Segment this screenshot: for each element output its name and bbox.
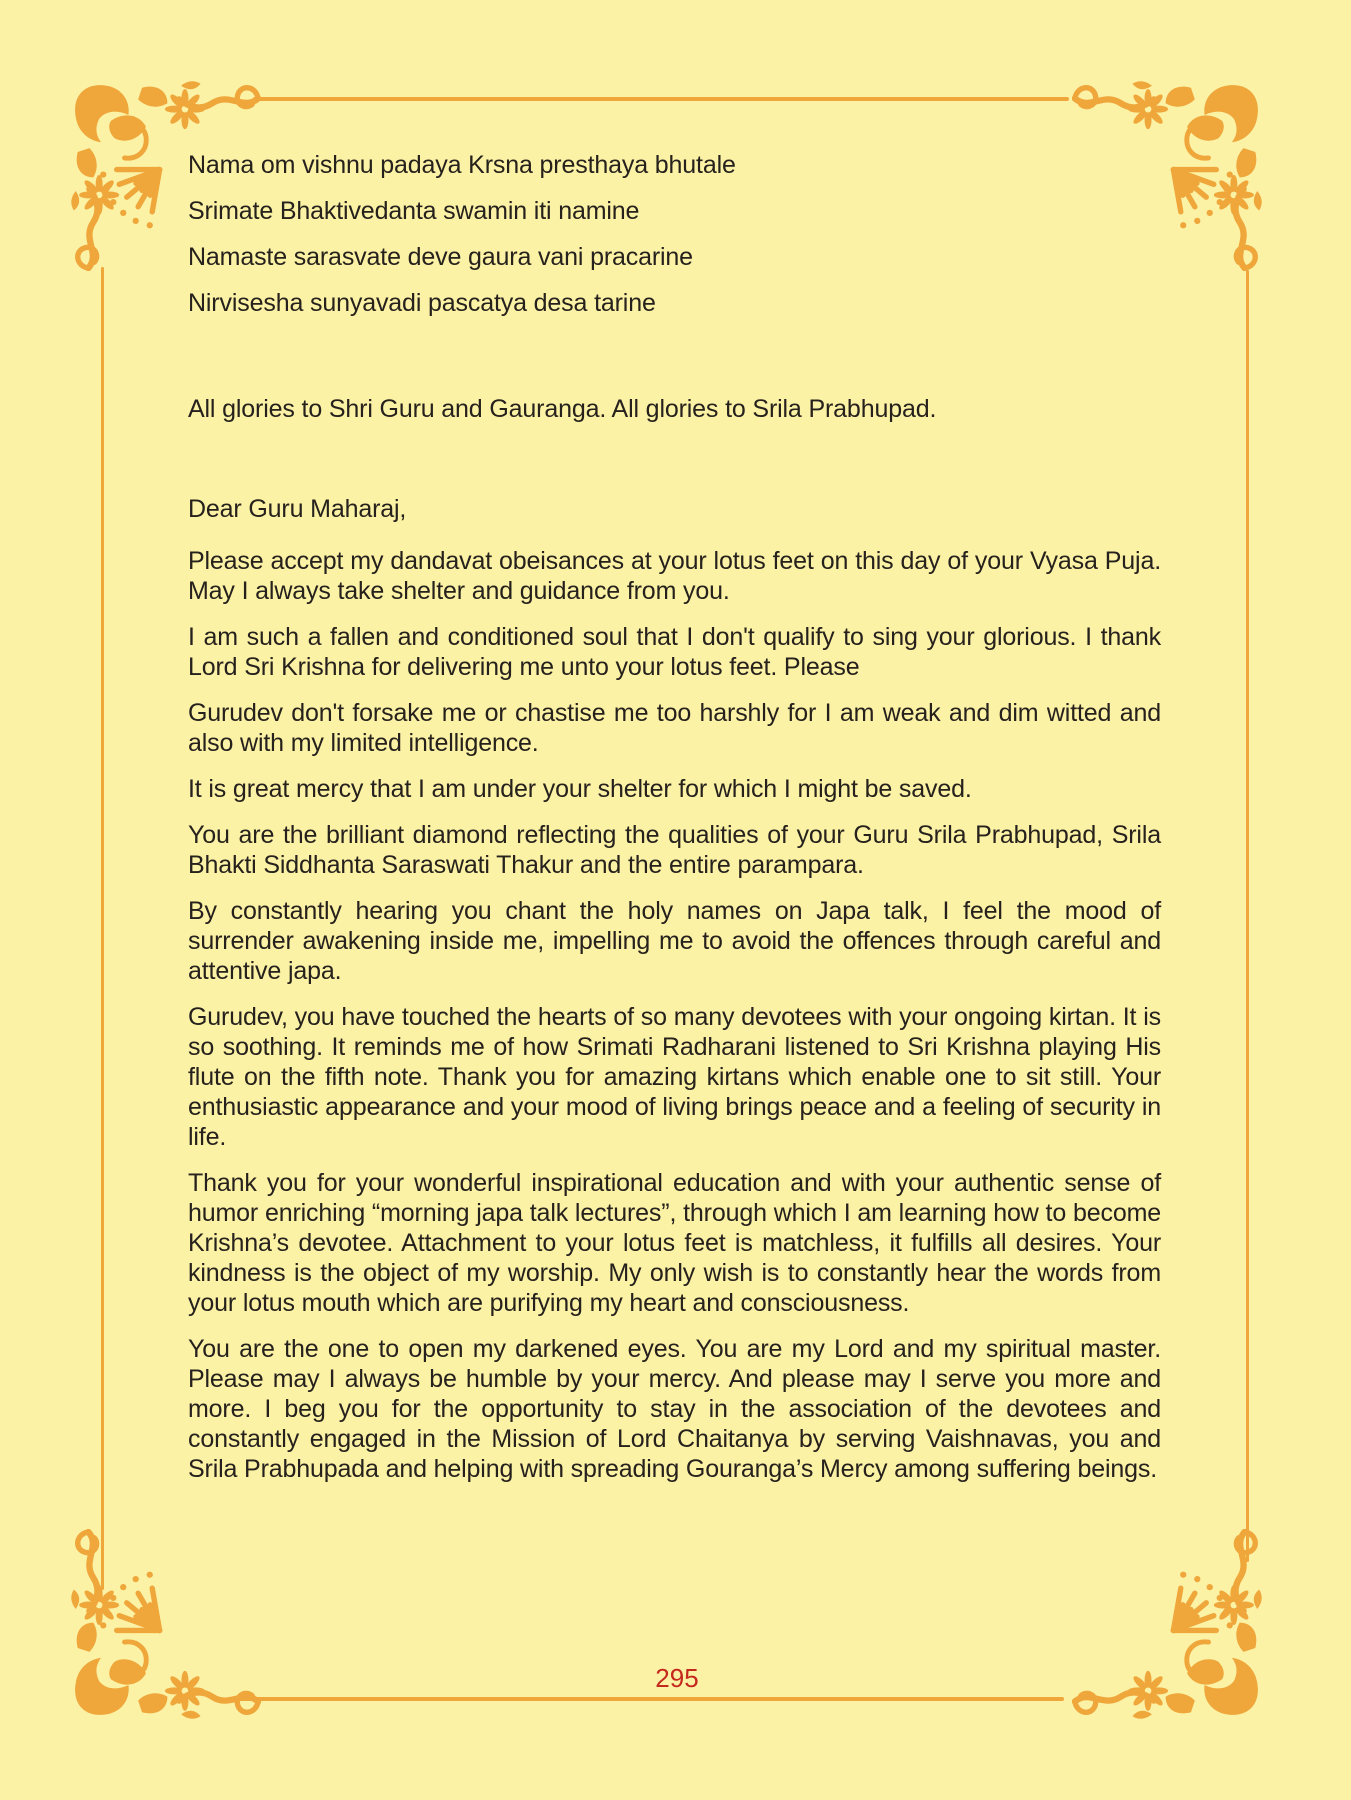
salutation: Dear Guru Maharaj, bbox=[188, 495, 407, 523]
letter-paragraph-6: By constantly hearing you chant the holy names on Japa talk, I feel the mood of surrender awakening inside me, impelling me to avoid the offences through careful and attentive japa. bbox=[188, 897, 1161, 985]
letter-paragraph-5: You are the brilliant diamond reflecting the qualities of your Guru Srila Prabhupad, Srila Bhakti Siddhanta Saraswati Thakur and the entire parampara. bbox=[188, 821, 1161, 879]
floral-corner-bottom-left-icon bbox=[66, 1529, 261, 1724]
invocation-line-3: Namaste sarasvate deve gaura vani pracarine bbox=[188, 243, 693, 271]
invocation-line-4: Nirvisesha sunyavadi pascatya desa tarine bbox=[188, 289, 656, 317]
border-line-right bbox=[1246, 270, 1249, 1562]
letter-paragraph-7: Gurudev, you have touched the hearts of so many devotees with your ongoing kirtan. It is so soothing. It reminds me of how Srimati Radharani listened to Sri Krishna playing His flute on the fifth note. Thank you for amazing kirtans which enable one to sit still. Your enthusiastic appearance and your mood of living brings peace and a feeling of security in life. bbox=[188, 1003, 1161, 1151]
border-line-bottom bbox=[236, 1697, 1064, 1701]
invocation-line-2: Srimate Bhaktivedanta swamin iti namine bbox=[188, 197, 640, 225]
border-line-left bbox=[101, 267, 104, 1590]
page-number: 295 bbox=[655, 1663, 699, 1693]
glories-line: All glories to Shri Guru and Gauranga. All glories to Srila Prabhupad. bbox=[188, 395, 937, 423]
letter-paragraph-4: It is great mercy that I am under your shelter for which I might be saved. bbox=[188, 775, 972, 803]
floral-corner-bottom-right-icon bbox=[1072, 1529, 1267, 1724]
invocation-line-1: Nama om vishnu padaya Krsna presthaya bhutale bbox=[188, 151, 736, 179]
letter-paragraph-2: I am such a fallen and conditioned soul that I don't qualify to sing your glorious. I thank Lord Sri Krishna for delivering me unto your lotus feet. Please bbox=[188, 623, 1161, 681]
letter-paragraph-1: Please accept my dandavat obeisances at your lotus feet on this day of your Vyasa Puja. May I always take shelter and guidance from you. bbox=[188, 547, 1161, 605]
letter-content bbox=[188, 150, 1161, 1500]
letter-paragraph-9: You are the one to open my darkened eyes. You are my Lord and my spiritual master. Please may I always be humble by your mercy. And please may I serve you more and more. I beg you for the opportunity to stay in the association of the devotees and constantly engaged in the Mission of Lord Chaitanya by serving Vaishnavas, you and Srila Prabhupada and helping with spreading Gouranga’s Mercy among suffering beings. bbox=[188, 1335, 1161, 1483]
letter-paragraph-3: Gurudev don't forsake me or chastise me too harshly for I am weak and dim witted and also with my limited intelligence. bbox=[188, 699, 1161, 757]
border-line-top bbox=[253, 97, 1069, 101]
letter-paragraph-8: Thank you for your wonderful inspirational education and with your authentic sense of humor enriching “morning japa talk lectures”, through which I am learning how to become Krishna’s devotee. Attachment to your lotus feet is matchless, it fulfills all desires. Your kindness is the object of my worship. My only wish is to constantly hear the words from your lotus mouth which are purifying my heart and consciousness. bbox=[188, 1169, 1161, 1317]
